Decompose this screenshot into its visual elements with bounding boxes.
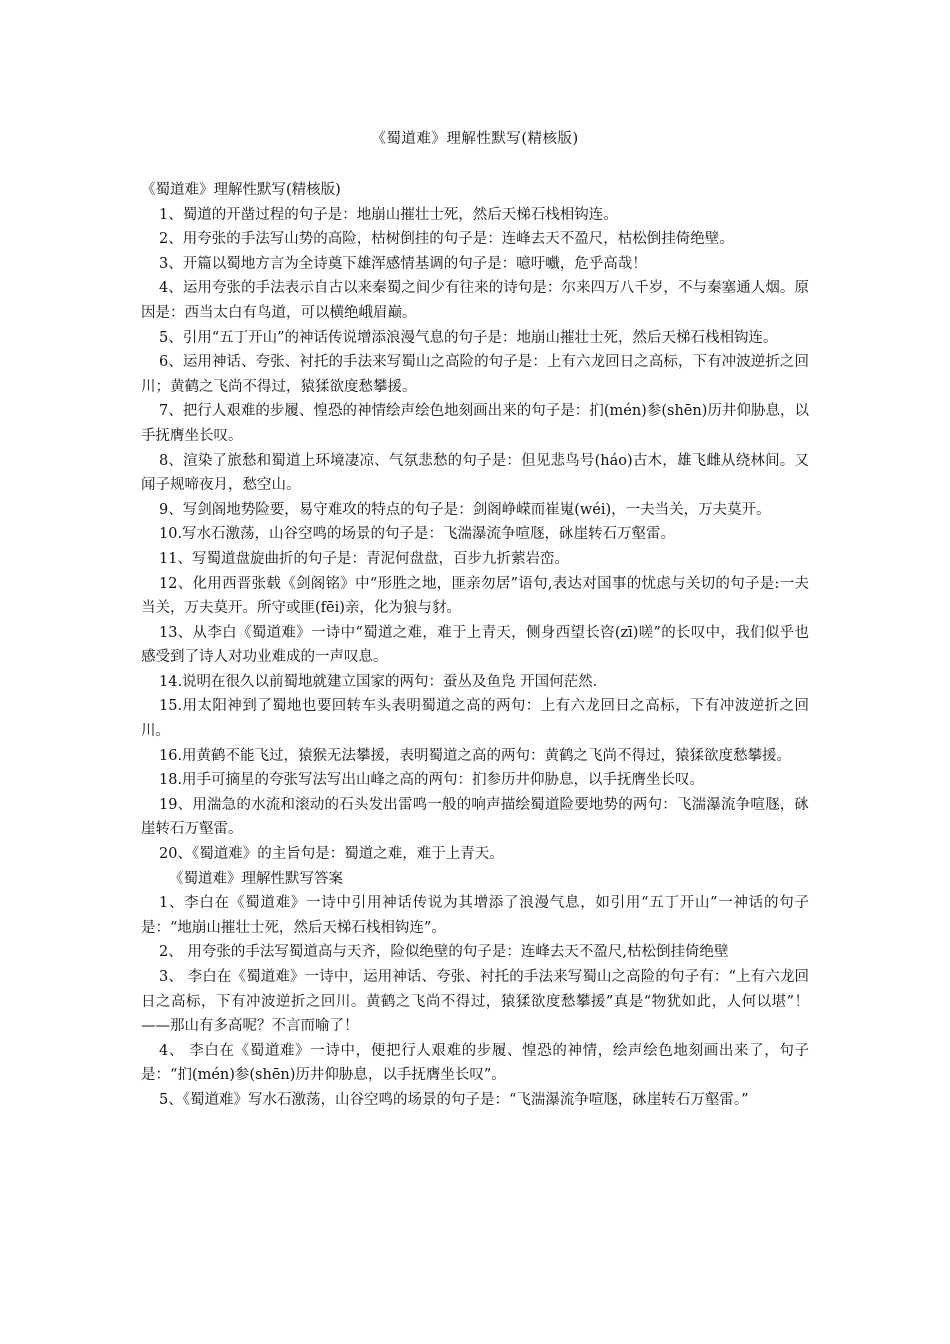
document-title: 《蜀道难》理解性默写(精核版) [371, 131, 579, 147]
question-3: 3、开篇以蜀地方言为全诗奠下雄浑感情基调的句子是：噫吁嚱，危乎高哉！ [159, 255, 647, 272]
question-1: 1、蜀道的开凿过程的句子是：地崩山摧壮士死，然后天梯石栈相钩连。 [159, 206, 618, 223]
question-9: 9、写剑阁地势险要，易守难攻的特点的句子是：剑阁峥嵘而崔嵬(wéi)，一夫当关，万夫莫开。 [159, 501, 771, 518]
section-heading: 《蜀道难》理解性默写(精核版) [141, 182, 341, 198]
answer-1: 1、李白在《蜀道难》一诗中引用神话传说为其增添了浪漫气息，如引用“五丁开山”一神话的句子是：“地崩山摧壮士死，然后天梯石栈相钩连”。 [141, 895, 809, 936]
question-20: 20、《蜀道难》的主旨句是：蜀道之难，难于上青天。 [159, 846, 504, 863]
question-15: 15.用太阳神到了蜀地也要回转车头表明蜀道之高的两句：上有六龙回日之高标，下有冲波逆折之回川。 [141, 698, 809, 740]
question-2: 2、用夸张的手法写山势的高险，枯树倒挂的句子是：连峰去天不盈尺，枯松倒挂倚绝壁。 [159, 231, 734, 248]
question-13: 13、从李白《蜀道难》一诗中“蜀道之难，难于上青天，侧身西望长咨(zī)嗟”的长叹中，我们似乎也感受到了诗人对功业难成的一声叹息。 [141, 624, 809, 666]
question-7: 7、把行人艰难的步履、惶恐的神情绘声绘色地刻画出来的句子是：扪(mén)参(shēn)历井仰胁息，以手抚膺坐长叹。 [141, 403, 809, 444]
answer-4: 4、 李白在《蜀道难》一诗中，便把行人艰难的步履、惶恐的神情，绘声绘色地刻画出来了，句子是：“扪(mén)参(shēn)历井仰胁息，以手抚膺坐长叹”。 [141, 1042, 809, 1084]
answers-heading: 《蜀道难》理解性默写答案 [169, 870, 343, 887]
question-10: 10.写水石激荡，山谷空鸣的场景的句子是：飞湍瀑流争喧豗，砯崖转石万壑雷。 [159, 526, 676, 543]
question-6: 6、运用神话、夸张、衬托的手法来写蜀山之高险的句子是：上有六龙回日之高标，下有冲波逆折之回川；黄鹤之飞尚不得过，猿猱欲度愁攀援。 [141, 354, 809, 395]
question-14: 14.说明在很久以前蜀地就建立国家的两句：蚕丛及鱼凫 开国何茫然. [159, 673, 598, 690]
question-11: 11、写蜀道盘旋曲折的句子是：青泥何盘盘，百步九折萦岩峦。 [159, 550, 569, 567]
question-4: 4、运用夸张的手法表示自古以来秦蜀之间少有往来的诗句是：尔来四万八千岁，不与秦塞通人烟。原因是：西当太白有鸟道，可以横绝峨眉巅。 [141, 280, 809, 321]
question-16: 16.用黄鹤不能飞过，猿猴无法攀援，表明蜀道之高的两句：黄鹤之飞尚不得过，猿猱欲度愁攀援。 [159, 747, 792, 764]
question-12: 12、化用西晋张载《剑阁铭》中“形胜之地，匪亲勿居”语句,表达对国事的忧虑与关切的句子是:一夫当关，万夫莫开。所守或匪(fēi)亲，化为狼与豺。 [141, 575, 809, 617]
answer-3: 3、 李白在《蜀道难》一诗中，运用神话、夸张、衬托的手法来写蜀山之高险的句子有：“上有六龙回日之高标，下有冲波逆折之回川。黄鹤之飞尚不得过，猿猱欲度愁攀援”真是“物犹如此，人何以堪”！——那山有多高呢？不言而喻了！ [141, 969, 809, 1035]
question-5: 5、引用“五丁开山”的神话传说增添浪漫气息的句子是：地崩山摧壮士死，然后天梯石栈相钩连。 [159, 329, 778, 346]
answer-2: 2、 用夸张的手法写蜀道高与天齐，险似绝壁的句子是：连峰去天不盈尺,枯松倒挂倚绝壁 [159, 944, 729, 961]
document-body [141, 178, 809, 1113]
question-8: 8、渲染了旅愁和蜀道上环境凄凉、气氛悲愁的句子是：但见悲鸟号(háo)古木，雄飞雌从绕林间。又闻子规啼夜月，愁空山。 [141, 452, 809, 494]
answer-5: 5、《蜀道难》写水石激荡，山谷空鸣的场景的句子是：“飞湍瀑流争喧豗，砯崖转石万壑雷。” [159, 1091, 749, 1108]
question-18: 18.用手可摘星的夸张写法写出山峰之高的两句：扪参历井仰胁息，以手抚膺坐长叹。 [159, 772, 705, 789]
question-19: 19、用湍急的水流和滚动的石头发出雷鸣一般的响声描绘蜀道险要地势的两句：飞湍瀑流争喧豗，砯崖转石万壑雷。 [141, 796, 809, 838]
